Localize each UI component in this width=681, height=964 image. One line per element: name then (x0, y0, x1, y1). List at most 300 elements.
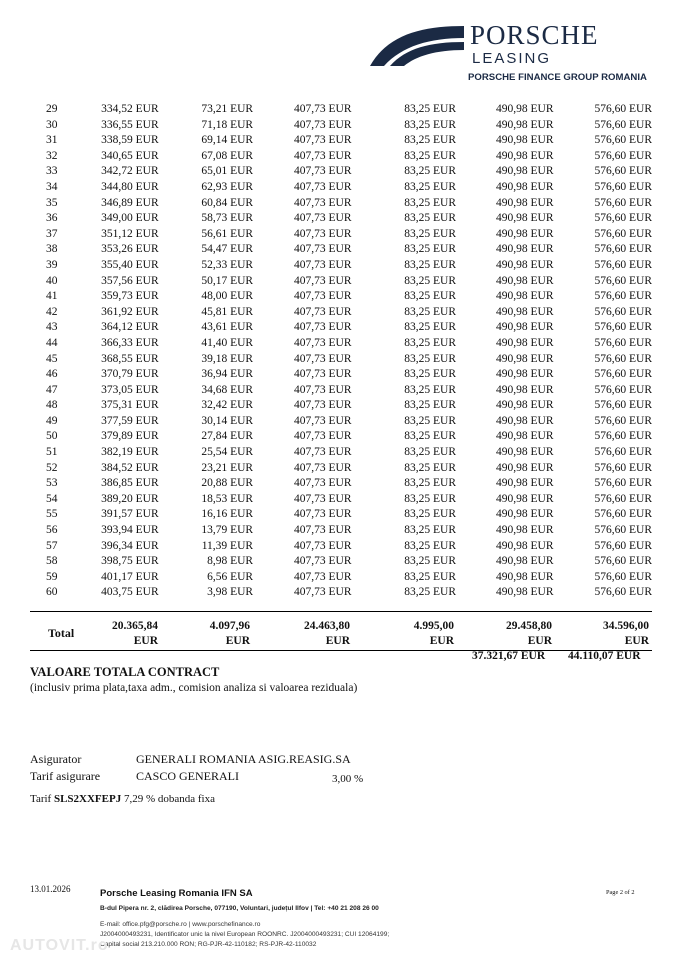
table-cell: 83,25 EUR (404, 446, 457, 459)
table-cell: 71,18 EUR (201, 118, 254, 131)
totals-label: Total (48, 626, 75, 640)
table-cell: 83,25 EUR (404, 243, 457, 256)
table-cell: 576,60 EUR (594, 243, 652, 256)
contract-total-note: (inclusiv prima plata,taxa adm., comision analiza si valoarea reziduala) (30, 682, 358, 694)
table-cell: 377,59 EUR (101, 414, 159, 427)
grand-total-left: 37.321,67 EUR (472, 650, 546, 662)
table-cell: 83,25 EUR (404, 227, 457, 240)
table-cell: 576,60 EUR (594, 274, 652, 287)
table-cell: 45,81 EUR (201, 305, 254, 318)
table-cell: 11,39 EUR (201, 539, 254, 552)
table-row (30, 196, 652, 212)
table-cell: 407,73 EUR (294, 383, 352, 396)
table-cell: 83,25 EUR (404, 196, 457, 209)
table-cell: 407,73 EUR (294, 305, 352, 318)
table-cell: 407,73 EUR (294, 570, 352, 583)
table-cell: 43,61 EUR (201, 321, 254, 334)
total-unit: EUR (527, 635, 552, 647)
table-cell: 349,00 EUR (101, 212, 159, 225)
table-row (30, 554, 652, 570)
table-cell: 52,33 EUR (201, 258, 254, 271)
table-cell: 490,98 EUR (496, 290, 554, 303)
installment-number: 32 (46, 149, 58, 162)
installment-number: 45 (46, 352, 58, 365)
table-cell: 401,17 EUR (101, 570, 159, 583)
table-cell: 36,94 EUR (201, 368, 254, 381)
table-row (30, 258, 652, 274)
total-unit: EUR (325, 635, 350, 647)
table-row (30, 352, 652, 368)
table-cell: 490,98 EUR (496, 461, 554, 474)
tarif-suffix: 7,29 % dobanda fixa (121, 793, 215, 805)
table-cell: 20,88 EUR (201, 477, 254, 490)
grand-total-right: 44.110,07 EUR (568, 650, 641, 662)
installment-number: 35 (46, 196, 58, 209)
total-unit: EUR (624, 635, 649, 647)
table-row (30, 211, 652, 227)
table-cell: 407,73 EUR (294, 165, 352, 178)
totals-row (30, 611, 652, 651)
table-cell: 407,73 EUR (294, 399, 352, 412)
table-cell: 398,75 EUR (101, 555, 159, 568)
installment-number: 31 (46, 134, 58, 147)
table-cell: 407,73 EUR (294, 134, 352, 147)
brand-name: PORSCHE (470, 20, 599, 50)
table-row (30, 570, 652, 586)
table-cell: 407,73 EUR (294, 492, 352, 505)
table-cell: 83,25 EUR (404, 352, 457, 365)
table-cell: 490,98 EUR (496, 477, 554, 490)
table-cell: 396,34 EUR (101, 539, 159, 552)
table-cell: 23,21 EUR (201, 461, 254, 474)
table-cell: 6,56 EUR (207, 570, 254, 583)
table-row (30, 320, 652, 336)
table-cell: 83,25 EUR (404, 430, 457, 443)
table-cell: 30,14 EUR (201, 414, 254, 427)
installment-number: 33 (46, 165, 58, 178)
table-cell: 403,75 EUR (101, 586, 159, 599)
table-row (30, 461, 652, 477)
table-cell: 490,98 EUR (496, 570, 554, 583)
installment-number: 48 (46, 399, 58, 412)
table-cell: 490,98 EUR (496, 383, 554, 396)
table-row (30, 227, 652, 243)
table-row (30, 102, 652, 118)
table-cell: 65,01 EUR (201, 165, 254, 178)
table-cell: 490,98 EUR (496, 243, 554, 256)
table-cell: 27,84 EUR (201, 430, 254, 443)
installment-number: 59 (46, 570, 58, 583)
table-cell: 370,79 EUR (101, 368, 159, 381)
tariff-value: CASCO GENERALI (136, 769, 240, 783)
table-cell: 576,60 EUR (594, 165, 652, 178)
table-cell: 83,25 EUR (404, 414, 457, 427)
table-cell: 576,60 EUR (594, 149, 652, 162)
table-row (30, 367, 652, 383)
table-cell: 490,98 EUR (496, 539, 554, 552)
tariff-percent: 3,00 % (332, 773, 364, 785)
footer-company: Porsche Leasing Romania IFN SA (100, 888, 253, 899)
table-cell: 83,25 EUR (404, 399, 457, 412)
table-cell: 83,25 EUR (404, 103, 457, 115)
installment-number: 50 (46, 430, 58, 443)
table-cell: 490,98 EUR (496, 586, 554, 599)
installment-number: 40 (46, 274, 58, 287)
table-cell: 576,60 EUR (594, 196, 652, 209)
table-cell: 83,25 EUR (404, 492, 457, 505)
table-cell: 368,55 EUR (101, 352, 159, 365)
total-value: 34.596,00 (603, 620, 649, 632)
table-cell: 576,60 EUR (594, 414, 652, 427)
total-value: 20.365,84 (112, 620, 158, 632)
table-cell: 386,85 EUR (101, 477, 159, 490)
table-cell: 490,98 EUR (496, 305, 554, 318)
table-cell: 83,25 EUR (404, 336, 457, 349)
total-cell (575, 619, 649, 649)
table-cell: 490,98 EUR (496, 227, 554, 240)
table-cell: 39,18 EUR (201, 352, 254, 365)
total-unit: EUR (429, 635, 454, 647)
table-cell: 355,40 EUR (101, 258, 159, 271)
table-cell: 407,73 EUR (294, 414, 352, 427)
table-cell: 490,98 EUR (496, 508, 554, 521)
table-cell: 334,52 EUR (101, 103, 159, 115)
table-cell: 490,98 EUR (496, 321, 554, 334)
total-value: 4.097,96 (209, 620, 250, 632)
installment-number: 46 (46, 368, 58, 381)
table-cell: 83,25 EUR (404, 274, 457, 287)
table-cell: 407,73 EUR (294, 118, 352, 131)
table-cell: 407,73 EUR (294, 446, 352, 459)
total-unit: EUR (225, 635, 250, 647)
table-cell: 13,79 EUR (201, 524, 254, 537)
table-cell: 407,73 EUR (294, 180, 352, 193)
table-cell: 382,19 EUR (101, 446, 159, 459)
table-cell: 576,60 EUR (594, 492, 652, 505)
installment-number: 51 (46, 446, 58, 459)
table-cell: 25,54 EUR (201, 446, 254, 459)
table-cell: 576,60 EUR (594, 180, 652, 193)
table-row (30, 383, 652, 399)
table-cell: 83,25 EUR (404, 508, 457, 521)
table-cell: 576,60 EUR (594, 383, 652, 396)
footer-address: B-dul Pipera nr. 2, clădirea Porsche, 077190, Voluntari, județul Ilfov | Tel: +40 21 208 26 00 (100, 905, 379, 912)
installment-number: 47 (46, 383, 58, 396)
table-cell: 340,65 EUR (101, 149, 159, 162)
installment-number: 37 (46, 227, 58, 240)
table-cell: 351,12 EUR (101, 227, 159, 240)
installment-number: 39 (46, 258, 58, 271)
installment-number: 58 (46, 555, 58, 568)
table-cell: 490,98 EUR (496, 258, 554, 271)
table-row (30, 398, 652, 414)
table-cell: 58,73 EUR (201, 212, 254, 225)
brand-sub: LEASING (472, 50, 552, 67)
table-row (30, 242, 652, 258)
payment-schedule-table (30, 102, 652, 601)
table-cell: 342,72 EUR (101, 165, 159, 178)
installment-number: 55 (46, 508, 58, 521)
table-row (30, 164, 652, 180)
table-cell: 361,92 EUR (101, 305, 159, 318)
table-cell: 576,60 EUR (594, 446, 652, 459)
table-cell: 407,73 EUR (294, 430, 352, 443)
table-cell: 407,73 EUR (294, 555, 352, 568)
table-cell: 490,98 EUR (496, 555, 554, 568)
table-row (30, 274, 652, 290)
table-cell: 407,73 EUR (294, 461, 352, 474)
table-row (30, 118, 652, 134)
interest-tariff (30, 793, 215, 805)
table-cell: 407,73 EUR (294, 103, 352, 115)
table-cell: 60,84 EUR (201, 196, 254, 209)
table-cell: 490,98 EUR (496, 368, 554, 381)
table-cell: 490,98 EUR (496, 336, 554, 349)
table-cell: 344,80 EUR (101, 180, 159, 193)
table-cell: 364,12 EUR (101, 321, 159, 334)
installment-number: 36 (46, 212, 58, 225)
table-cell: 67,08 EUR (201, 149, 254, 162)
table-cell: 346,89 EUR (101, 196, 159, 209)
table-cell: 576,60 EUR (594, 305, 652, 318)
table-row (30, 523, 652, 539)
installment-number: 42 (46, 305, 58, 318)
table-cell: 407,73 EUR (294, 508, 352, 521)
table-cell: 490,98 EUR (496, 274, 554, 287)
footer-contact: E-mail: office.pfg@porsche.ro | www.porschefinance.ro (100, 921, 261, 928)
table-cell: 490,98 EUR (496, 414, 554, 427)
table-cell: 490,98 EUR (496, 492, 554, 505)
table-cell: 576,60 EUR (594, 524, 652, 537)
footer-capital: Capital social 213.210.000 RON; RG-PJR-42-110182; RS-PJR-42-110032 (100, 941, 317, 948)
total-cell (280, 619, 350, 649)
tariff-label: Tarif asigurare (30, 769, 101, 783)
table-row (30, 539, 652, 555)
table-cell: 407,73 EUR (294, 539, 352, 552)
table-cell: 407,73 EUR (294, 321, 352, 334)
table-cell: 490,98 EUR (496, 134, 554, 147)
table-row (30, 429, 652, 445)
porsche-leasing-logo (368, 20, 668, 86)
table-row (30, 149, 652, 165)
brand-group: PORSCHE FINANCE GROUP ROMANIA (468, 72, 647, 83)
table-cell: 576,60 EUR (594, 477, 652, 490)
installment-number: 53 (46, 477, 58, 490)
table-cell: 576,60 EUR (594, 227, 652, 240)
table-cell: 407,73 EUR (294, 336, 352, 349)
table-row (30, 585, 652, 601)
table-cell: 336,55 EUR (101, 118, 159, 131)
table-cell: 407,73 EUR (294, 243, 352, 256)
table-row (30, 336, 652, 352)
table-cell: 34,68 EUR (201, 383, 254, 396)
installment-number: 52 (46, 461, 58, 474)
table-cell: 490,98 EUR (496, 118, 554, 131)
table-cell: 357,56 EUR (101, 274, 159, 287)
table-cell: 576,60 EUR (594, 461, 652, 474)
document-date: 13.01.2026 (30, 884, 71, 894)
table-cell: 407,73 EUR (294, 258, 352, 271)
installment-number: 30 (46, 118, 58, 131)
installment-number: 41 (46, 290, 58, 303)
table-cell: 490,98 EUR (496, 446, 554, 459)
insurer-label: Asigurator (30, 752, 82, 766)
tarif-prefix: Tarif (30, 793, 54, 805)
table-cell: 32,42 EUR (201, 399, 254, 412)
table-cell: 490,98 EUR (496, 352, 554, 365)
installment-number: 29 (46, 103, 58, 115)
installment-number: 49 (46, 414, 58, 427)
table-cell: 490,98 EUR (496, 524, 554, 537)
table-cell: 50,17 EUR (201, 274, 254, 287)
road-swoosh-icon (368, 24, 466, 68)
table-row (30, 180, 652, 196)
table-cell: 73,21 EUR (201, 103, 254, 115)
table-cell: 576,60 EUR (594, 336, 652, 349)
total-cell (480, 619, 552, 649)
table-cell: 375,31 EUR (101, 399, 159, 412)
table-cell: 490,98 EUR (496, 399, 554, 412)
table-cell: 83,25 EUR (404, 368, 457, 381)
table-row (30, 305, 652, 321)
table-cell: 389,20 EUR (101, 492, 159, 505)
table-cell: 83,25 EUR (404, 461, 457, 474)
table-cell: 576,60 EUR (594, 539, 652, 552)
table-cell: 83,25 EUR (404, 321, 457, 334)
table-cell: 83,25 EUR (404, 134, 457, 147)
table-cell: 83,25 EUR (404, 305, 457, 318)
table-cell: 359,73 EUR (101, 290, 159, 303)
table-cell: 56,61 EUR (201, 227, 254, 240)
table-cell: 83,25 EUR (404, 555, 457, 568)
table-row (30, 492, 652, 508)
table-cell: 490,98 EUR (496, 212, 554, 225)
table-cell: 576,60 EUR (594, 570, 652, 583)
watermark: AUTOVIT.ro (10, 937, 109, 954)
table-cell: 407,73 EUR (294, 227, 352, 240)
tarif-code: SLS2XXFEPJ (53, 793, 122, 805)
table-cell: 490,98 EUR (496, 165, 554, 178)
table-cell: 83,25 EUR (404, 586, 457, 599)
table-cell: 83,25 EUR (404, 118, 457, 131)
table-cell: 83,25 EUR (404, 524, 457, 537)
table-cell: 69,14 EUR (201, 134, 254, 147)
total-cell (90, 619, 158, 649)
total-unit: EUR (133, 635, 158, 647)
table-cell: 83,25 EUR (404, 290, 457, 303)
installment-number: 57 (46, 539, 58, 552)
table-row (30, 414, 652, 430)
table-cell: 62,93 EUR (201, 180, 254, 193)
table-cell: 490,98 EUR (496, 103, 554, 115)
schedule-body (30, 102, 652, 601)
table-cell: 48,00 EUR (201, 290, 254, 303)
table-cell: 338,59 EUR (101, 134, 159, 147)
table-cell: 393,94 EUR (101, 524, 159, 537)
installment-number: 43 (46, 321, 58, 334)
table-cell: 407,73 EUR (294, 524, 352, 537)
total-value: 24.463,80 (304, 620, 350, 632)
footer-registration: J2004000493231, Identificator unic la nivel European ROONRC. J2004000493231; CUI 12064199; (100, 931, 390, 938)
table-cell: 16,16 EUR (201, 508, 254, 521)
installment-number: 38 (46, 243, 58, 256)
table-cell: 576,60 EUR (594, 134, 652, 147)
installment-number: 34 (46, 180, 58, 193)
table-cell: 576,60 EUR (594, 555, 652, 568)
table-cell: 407,73 EUR (294, 274, 352, 287)
table-cell: 576,60 EUR (594, 290, 652, 303)
total-value: 4.995,00 (413, 620, 454, 632)
table-cell: 83,25 EUR (404, 180, 457, 193)
table-row (30, 507, 652, 523)
table-cell: 3,98 EUR (207, 586, 254, 599)
table-cell: 576,60 EUR (594, 321, 652, 334)
table-cell: 83,25 EUR (404, 383, 457, 396)
table-cell: 83,25 EUR (404, 477, 457, 490)
table-cell: 576,60 EUR (594, 212, 652, 225)
table-cell: 490,98 EUR (496, 149, 554, 162)
table-cell: 407,73 EUR (294, 290, 352, 303)
table-cell: 490,98 EUR (496, 430, 554, 443)
total-cell (380, 619, 454, 649)
table-cell: 576,60 EUR (594, 258, 652, 271)
table-cell: 576,60 EUR (594, 508, 652, 521)
table-cell: 366,33 EUR (101, 336, 159, 349)
table-cell: 407,73 EUR (294, 212, 352, 225)
table-cell: 407,73 EUR (294, 477, 352, 490)
table-cell: 576,60 EUR (594, 430, 652, 443)
table-cell: 407,73 EUR (294, 149, 352, 162)
installment-number: 54 (46, 492, 58, 505)
table-cell: 407,73 EUR (294, 196, 352, 209)
table-cell: 576,60 EUR (594, 352, 652, 365)
table-cell: 83,25 EUR (404, 570, 457, 583)
table-cell: 83,25 EUR (404, 539, 457, 552)
table-cell: 576,60 EUR (594, 118, 652, 131)
table-cell: 576,60 EUR (594, 368, 652, 381)
table-cell: 83,25 EUR (404, 149, 457, 162)
table-cell: 407,73 EUR (294, 586, 352, 599)
table-cell: 353,26 EUR (101, 243, 159, 256)
table-cell: 83,25 EUR (404, 258, 457, 271)
table-row (30, 476, 652, 492)
table-cell: 83,25 EUR (404, 165, 457, 178)
table-row (30, 289, 652, 305)
installment-number: 60 (46, 586, 58, 599)
table-cell: 576,60 EUR (594, 399, 652, 412)
contract-total-title: VALOARE TOTALA CONTRACT (30, 665, 220, 679)
installment-number: 44 (46, 336, 58, 349)
total-value: 29.458,80 (506, 620, 552, 632)
table-cell: 8,98 EUR (207, 555, 254, 568)
table-cell: 490,98 EUR (496, 180, 554, 193)
table-cell: 54,47 EUR (201, 243, 254, 256)
table-cell: 41,40 EUR (201, 336, 254, 349)
table-cell: 391,57 EUR (101, 508, 159, 521)
table-cell: 407,73 EUR (294, 368, 352, 381)
table-cell: 18,53 EUR (201, 492, 254, 505)
table-cell: 83,25 EUR (404, 212, 457, 225)
table-cell: 576,60 EUR (594, 586, 652, 599)
table-row (30, 445, 652, 461)
table-cell: 576,60 EUR (594, 103, 652, 115)
installment-number: 56 (46, 524, 58, 537)
page-number: Page 2 of 2 (606, 889, 635, 896)
table-cell: 490,98 EUR (496, 196, 554, 209)
table-cell: 384,52 EUR (101, 461, 159, 474)
table-row (30, 133, 652, 149)
table-cell: 407,73 EUR (294, 352, 352, 365)
